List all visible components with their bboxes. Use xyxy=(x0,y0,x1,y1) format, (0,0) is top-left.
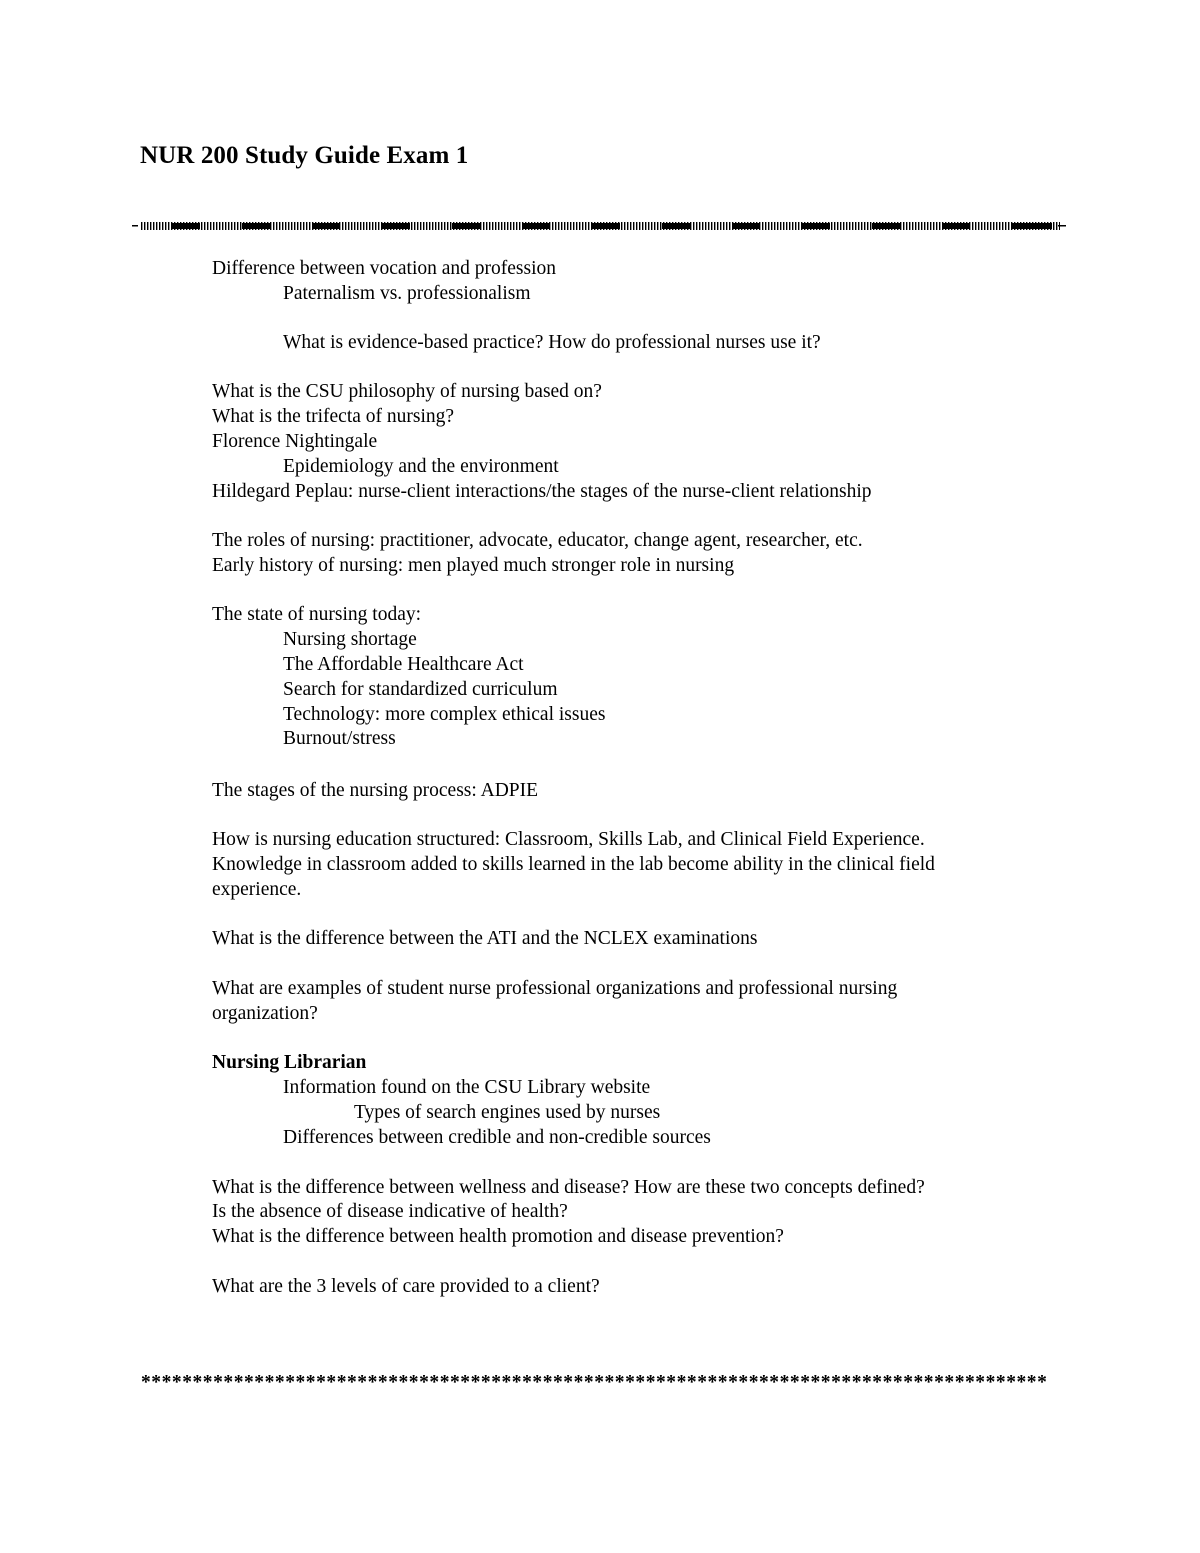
study-item: How is nursing education structured: Classroom, Skills Lab, and Clinical Field Experience. xyxy=(212,829,925,850)
study-item: What are the 3 levels of care provided to a client? xyxy=(212,1276,600,1297)
study-item: organization? xyxy=(212,1003,318,1024)
decorative-divider xyxy=(132,220,1066,232)
asterisk-divider: **************************************************************************************** xyxy=(141,1372,1048,1393)
study-item: Early history of nursing: men played much stronger role in nursing xyxy=(212,555,735,576)
study-subitem: Search for standardized curriculum xyxy=(283,679,558,700)
study-item: What is the difference between wellness and disease? How are these two concepts defined? xyxy=(212,1177,925,1198)
study-subitem: The Affordable Healthcare Act xyxy=(283,654,524,675)
study-item: Difference between vocation and profession xyxy=(212,258,557,279)
study-item: Knowledge in classroom added to skills learned in the lab become ability in the clinical field xyxy=(212,854,935,875)
study-item: What is the difference between the ATI and the NCLEX examinations xyxy=(212,928,758,949)
study-item: What are examples of student nurse professional organizations and professional nursing xyxy=(212,978,898,999)
study-item: Is the absence of disease indicative of health? xyxy=(212,1201,568,1222)
page-title: NUR 200 Study Guide Exam 1 xyxy=(140,142,469,169)
study-subitem: Epidemiology and the environment xyxy=(283,456,559,477)
study-item: experience. xyxy=(212,879,302,900)
study-subitem: Burnout/stress xyxy=(283,728,396,749)
study-subsubitem: Types of search engines used by nurses xyxy=(354,1102,661,1123)
study-subitem: What is evidence-based practice? How do professional nurses use it? xyxy=(283,332,821,353)
study-subitem: Technology: more complex ethical issues xyxy=(283,704,606,725)
study-item: Florence Nightingale xyxy=(212,431,378,452)
section-heading-nursing-librarian: Nursing Librarian xyxy=(212,1052,367,1073)
study-item: The roles of nursing: practitioner, advocate, educator, change agent, researcher, etc. xyxy=(212,530,863,551)
study-item: What is the CSU philosophy of nursing based on? xyxy=(212,381,602,402)
study-item: What is the difference between health promotion and disease prevention? xyxy=(212,1226,784,1247)
study-item: What is the trifecta of nursing? xyxy=(212,406,455,427)
study-subitem: Information found on the CSU Library website xyxy=(283,1077,651,1098)
study-item: The stages of the nursing process: ADPIE xyxy=(212,780,539,801)
study-item: Hildegard Peplau: nurse-client interactions/the stages of the nurse-client relationship xyxy=(212,481,872,502)
study-item: The state of nursing today: xyxy=(212,604,422,625)
study-subitem: Differences between credible and non-credible sources xyxy=(283,1127,711,1148)
study-subitem: Paternalism vs. professionalism xyxy=(283,283,531,304)
study-subitem: Nursing shortage xyxy=(283,629,417,650)
